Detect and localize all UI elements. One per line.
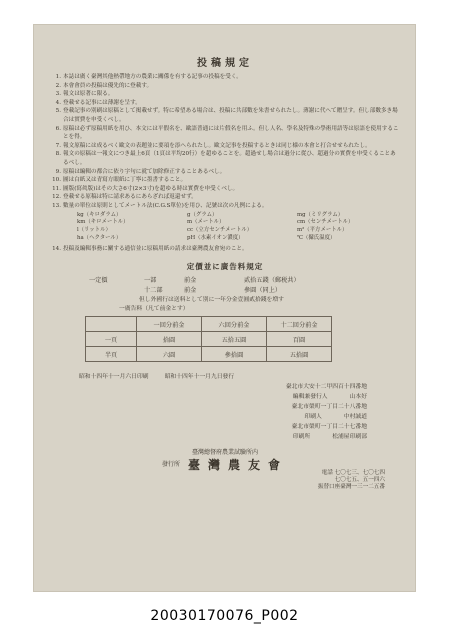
- colophon-dates: [79, 372, 401, 382]
- rule-text: 登載せる記事には薄謝を呈す。: [63, 99, 141, 106]
- rule-text: 本會會員の投稿は優先的に登載す。: [63, 82, 153, 89]
- rule-number: 8.: [55, 151, 61, 158]
- address-text: 臺北市榮町一丁目二十七番地: [291, 424, 367, 431]
- table-cell: 參拾圓: [202, 347, 267, 362]
- editor-address: [49, 382, 401, 392]
- rule-text: 圖は白紙又は青寫方眼紙に丁寧に墨書すること。: [63, 177, 187, 184]
- address-text: 臺北市大安十二甲四百十四番地: [285, 384, 367, 391]
- rules-title: 投稿規定: [197, 58, 253, 69]
- rule-item: [49, 245, 401, 254]
- postal-account: 振替口座臺灣一三一二五番: [317, 484, 385, 491]
- rule-text: 原稿は編輯の都合に依り字句に就て加除修正することあるべし。: [63, 168, 226, 175]
- rule-text: 圖版(寫眞版)はその大さ6寸(2×3寸)を超ゆる時は實費を申受くべし。: [63, 185, 239, 192]
- rule-text: 原稿は必ず原稿用紙を用ひ、本文には平假名を、歐語普通には片假名を用ふ。但し人名、學名及特殊の學術用語等は原語を使用することを得。: [63, 125, 399, 141]
- price-cell: 一定價: [89, 277, 108, 285]
- printer-role: 印刷人: [304, 414, 322, 421]
- unit-entry: mg（ミリグラム）: [297, 211, 344, 218]
- price-cell: 前金: [184, 287, 197, 295]
- table-cell: 百圓: [267, 332, 332, 347]
- issue-date: 昭和十四年十一月九日發行: [164, 374, 235, 381]
- publisher-name: 臺灣農友會: [188, 458, 289, 473]
- page-content: [49, 54, 401, 491]
- address-text: 臺北市榮町一丁目二十八番地: [291, 404, 367, 411]
- table-cell: 六圓: [137, 347, 202, 362]
- rule-item: [49, 73, 401, 82]
- shop-line: [49, 432, 401, 442]
- rule-item: [49, 125, 401, 142]
- price-list: [89, 276, 401, 296]
- rule-number: 3.: [55, 91, 61, 98]
- phone-numbers: 七〇七五、五一四六: [334, 477, 385, 484]
- rule-item: [49, 185, 401, 194]
- shop-name: 松浦屋印刷部: [332, 434, 367, 441]
- rule-number: 11.: [52, 185, 61, 192]
- rule-text: 登載記事の別刷は原稿として掲載せず。特に希望ある場合は、投稿に共部數を朱書せられたし。薄謝に代へて贈呈す。但し部數多き場合は實費を申受くべし。: [63, 108, 398, 123]
- table-cell: 拾圓: [137, 332, 202, 347]
- price-row: [89, 276, 401, 286]
- rule-number: 13.: [52, 202, 61, 209]
- table-header-cell: 十二回分前金: [267, 317, 332, 332]
- price-cell: 十二部: [144, 287, 163, 295]
- rule-text: 數量の單位は原則としてメートル法(C.G.S單位)を用ひ、記號は次の凡例による。: [63, 202, 268, 209]
- rule-number: 12.: [52, 194, 61, 201]
- table-header-cell: 六回分前金: [202, 317, 267, 332]
- table-row: [86, 347, 332, 362]
- phone-numbers: 七〇七三、七〇七四: [334, 470, 385, 477]
- price-cell: 前金: [184, 277, 197, 285]
- unit-legend: [77, 212, 401, 243]
- rule-item: [49, 142, 401, 151]
- rule-item: [49, 150, 401, 167]
- editor-role: 編輯兼發行人: [292, 394, 328, 401]
- rule-number: 4.: [55, 99, 61, 106]
- rule-item: [49, 176, 401, 185]
- rule-item: [49, 202, 401, 211]
- price-cell: 參圓（同上）: [244, 287, 282, 295]
- table-cell: 五拾五圓: [202, 332, 267, 347]
- archive-id-caption: 20030170076_P002: [150, 608, 299, 624]
- unit-entry: cm（センチメートル）: [297, 219, 354, 226]
- table-cell: 半頁: [86, 347, 137, 362]
- rule-text: 本誌は廣く臺灣其他熱帶地方の農業に關係を有する記事の投稿を受く。: [63, 74, 242, 80]
- unit-entry: l（リットル）: [77, 227, 111, 234]
- rule-number: 1.: [55, 74, 61, 80]
- rule-number: 5.: [55, 108, 61, 115]
- price-cell: 貳拾五錢（郵税共）: [244, 277, 300, 285]
- table-cell: 一頁: [86, 332, 137, 347]
- unit-entry: pH（水素イオン濃度）: [187, 234, 244, 241]
- unit-entry: ha（ヘクタール）: [77, 234, 122, 241]
- document-page: [33, 24, 416, 592]
- rule-number: 9.: [55, 168, 61, 175]
- table-row: [86, 317, 332, 332]
- unit-entry: g（グラム）: [187, 211, 218, 218]
- phone-label: 電話: [321, 470, 333, 477]
- price-row: [89, 286, 401, 296]
- foreign-note: 但し外國行は送料として別に一年分金壹圓貳拾錢を増す: [139, 297, 284, 304]
- rule-text: 報文の原稿は一報文につき最上6頁（1頁は平均20行）を超ゆることを。超過せし場合は過分に從ひ、超過分の實費を申受くることあるべし。: [63, 151, 396, 166]
- unit-entry: m²（平方メートル）: [297, 227, 348, 234]
- printer-name: 中村誠道: [343, 414, 367, 421]
- rule-item: [49, 90, 401, 99]
- association-note: 臺灣總督府農業試驗所内: [191, 449, 258, 457]
- price-cell: 一部: [144, 277, 157, 285]
- shop-address: [49, 422, 401, 432]
- rule-text: 報文は原著に限る。: [63, 91, 114, 98]
- table-row: [86, 332, 332, 347]
- table-cell: [86, 317, 137, 332]
- rule-item: [49, 107, 401, 124]
- unit-entry: km（キロメートル）: [77, 219, 129, 226]
- rule-number: 6.: [55, 125, 61, 132]
- rule-text: 投稿及編輯事務に關する通信並に原稿用紙の請求は臺灣農友會宛のこと。: [63, 245, 248, 252]
- rule-number: 10.: [52, 177, 61, 184]
- ad-fee-table: [85, 316, 332, 362]
- unit-entry: cc（立方センチメートル）: [187, 227, 253, 234]
- publisher-label: 發行所: [161, 461, 180, 469]
- rule-number: 14.: [52, 245, 61, 252]
- rule-item: [49, 168, 401, 177]
- colophon: [49, 372, 401, 491]
- table-cell: 五拾圓: [267, 347, 332, 362]
- unit-entry: m（メートル）: [187, 219, 225, 226]
- rules-list: [49, 73, 401, 211]
- rule-item: [49, 193, 401, 202]
- publisher-row: [49, 458, 401, 473]
- table-header-cell: 一回分前金: [137, 317, 202, 332]
- printer-line: [49, 412, 401, 422]
- shop-role: 印刷所: [292, 434, 311, 441]
- unit-entry: ℃（攝氏温度）: [297, 234, 336, 241]
- rule-number: 2.: [55, 82, 61, 89]
- ad-fee-heading: 一廣告料（凡て前金とす）: [119, 306, 189, 313]
- price-cell: [89, 286, 144, 296]
- unit-entry: kg（キロダラム）: [77, 211, 122, 218]
- rule-item: [49, 82, 401, 91]
- print-date: 昭和十四年十一月六日印刷: [79, 374, 149, 381]
- rule-text: 登載せる原稿は特に請求あるにあらざれば返還せず。: [63, 194, 197, 201]
- rule-text: 報文原稿には成るべく歐文の表題並に要項を添へられたし。歐文記事を投稿するときは同じ様の本會と打合せせられたし。: [63, 142, 371, 149]
- rule-item: [49, 99, 401, 108]
- rule-number: 7.: [55, 142, 61, 149]
- price-title: 定價並に廣告料規定: [186, 262, 264, 272]
- editor-name: 山本好: [349, 394, 367, 401]
- printer-address: [49, 402, 401, 412]
- editor-line: [49, 392, 401, 402]
